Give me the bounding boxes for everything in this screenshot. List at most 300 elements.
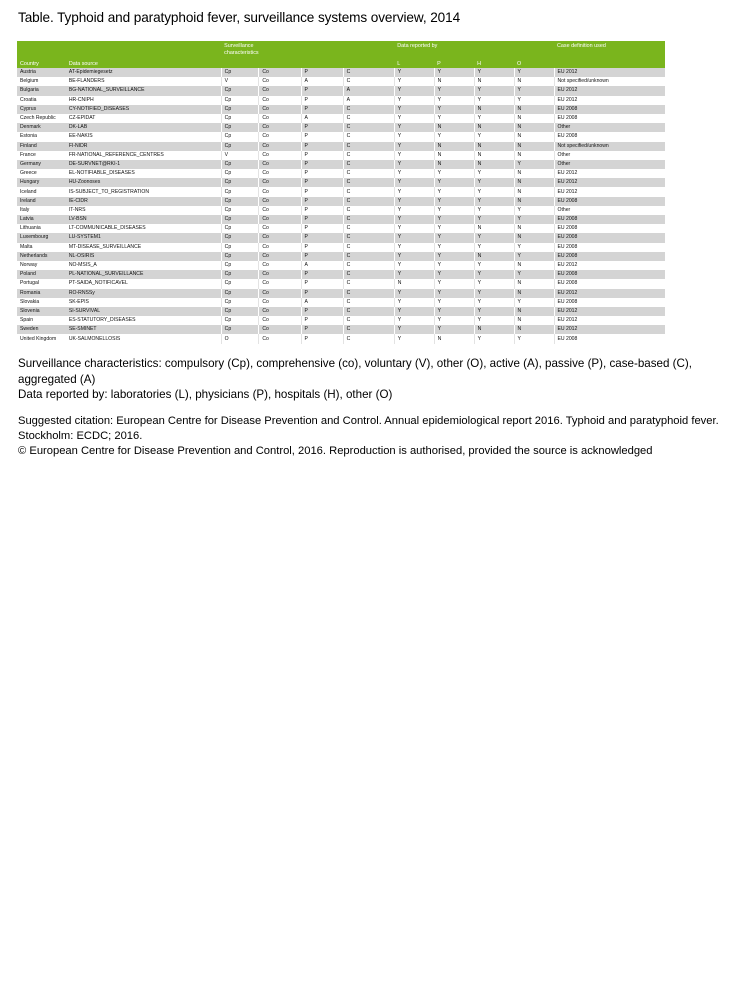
cell-surveillance-coverage: Co [259,298,301,307]
cell-data-source: NL-OSIRIS [66,252,221,261]
cell-reported-by-physicians: Y [434,224,474,233]
cell-surveillance-activity: P [301,132,343,141]
cell-surveillance-coverage: Co [259,178,301,187]
cell-reported-by-physicians: Y [434,187,474,196]
cell-reported-by-physicians: Y [434,178,474,187]
cell-surveillance-coverage: Co [259,243,301,252]
table-row [17,316,665,325]
cell-surveillance-datatype: C [343,316,394,325]
cell-reported-by-other: N [514,197,554,206]
cell-reported-by-physicians: Y [434,169,474,178]
cell-country: Norway [17,261,66,270]
cell-country: Croatia [17,96,66,105]
cell-reported-by-other: N [514,187,554,196]
cell-case-definition: EU 2008 [554,298,665,307]
cell-case-definition: EU 2012 [554,178,665,187]
cell-country: Malta [17,243,66,252]
cell-country: Netherlands [17,252,66,261]
cell-reported-by-laboratories: Y [394,68,434,77]
cell-country: Bulgaria [17,86,66,95]
cell-surveillance-activity: P [301,307,343,316]
cell-surveillance-coverage: Co [259,316,301,325]
cell-case-definition: EU 2008 [554,243,665,252]
cell-country: Sweden [17,325,66,334]
cell-country: Luxembourg [17,233,66,242]
cell-data-source: PT-SAIDA_NOTIFICAVEL [66,279,221,288]
cell-reported-by-hospitals: N [474,252,514,261]
cell-data-source: BG-NATIONAL_SURVEILLANCE [66,86,221,95]
cell-reported-by-hospitals: N [474,123,514,132]
cell-surveillance-compulsory: Cp [221,215,259,224]
cell-reported-by-other: Y [514,215,554,224]
cell-reported-by-laboratories: Y [394,151,434,160]
cell-reported-by-laboratories: Y [394,252,434,261]
cell-surveillance-activity: P [301,252,343,261]
cell-reported-by-other: N [514,142,554,151]
cell-surveillance-datatype: C [343,105,394,114]
cell-country: Iceland [17,187,66,196]
cell-data-source: HU-Zoonoses [66,178,221,187]
cell-country: Hungary [17,178,66,187]
cell-reported-by-physicians: Y [434,233,474,242]
cell-surveillance-compulsory: Cp [221,105,259,114]
cell-reported-by-other: N [514,261,554,270]
cell-surveillance-coverage: Co [259,334,301,343]
cell-data-source: IE-CIDR [66,197,221,206]
cell-country: Poland [17,270,66,279]
cell-reported-by-other: N [514,77,554,86]
cell-surveillance-coverage: Co [259,123,301,132]
cell-reported-by-physicians: N [434,334,474,343]
cell-reported-by-other: Y [514,334,554,343]
cell-surveillance-coverage: Co [259,233,301,242]
table-row [17,77,665,86]
cell-reported-by-laboratories: Y [394,142,434,151]
cell-reported-by-physicians: Y [434,243,474,252]
cell-reported-by-physicians: Y [434,298,474,307]
cell-surveillance-activity: P [301,325,343,334]
cell-reported-by-physicians: Y [434,252,474,261]
cell-reported-by-other: Y [514,86,554,95]
cell-reported-by-laboratories: Y [394,114,434,123]
cell-case-definition: EU 2008 [554,224,665,233]
cell-case-definition: EU 2012 [554,316,665,325]
cell-reported-by-laboratories: Y [394,289,434,298]
cell-reported-by-laboratories: Y [394,206,434,215]
cell-reported-by-laboratories: Y [394,132,434,141]
cell-case-definition: EU 2008 [554,334,665,343]
cell-data-source: LV-BSN [66,215,221,224]
cell-reported-by-laboratories: Y [394,334,434,343]
cell-reported-by-physicians: Y [434,325,474,334]
table-row [17,86,665,95]
cell-case-definition: Other [554,123,665,132]
cell-data-source: SE-SMINET [66,325,221,334]
surveillance-systems-table [17,41,665,344]
footnote-data-reported-by: Data reported by: laboratories (L), physicians (P), hospitals (H), other (O) [18,388,393,402]
table-row [17,114,665,123]
cell-reported-by-physicians: Y [434,215,474,224]
cell-data-source: UK-SALMONELLOSIS [66,334,221,343]
cell-data-source: IT-NRS [66,206,221,215]
cell-reported-by-physicians: Y [434,307,474,316]
cell-case-definition: EU 2008 [554,252,665,261]
cell-surveillance-datatype: C [343,169,394,178]
table-row [17,252,665,261]
cell-surveillance-activity: P [301,86,343,95]
cell-surveillance-activity: P [301,142,343,151]
cell-surveillance-datatype: C [343,334,394,343]
cell-surveillance-activity: A [301,261,343,270]
cell-country: Slovenia [17,307,66,316]
cell-country: Italy [17,206,66,215]
cell-surveillance-coverage: Co [259,169,301,178]
cell-country: United Kingdom [17,334,66,343]
cell-case-definition: EU 2008 [554,279,665,288]
cell-case-definition: EU 2012 [554,289,665,298]
cell-surveillance-datatype: C [343,270,394,279]
cell-country: Lithuania [17,224,66,233]
cell-reported-by-physicians: Y [434,114,474,123]
cell-data-source: DK-LAB [66,123,221,132]
cell-surveillance-datatype: C [343,298,394,307]
cell-surveillance-datatype: C [343,197,394,206]
table-row [17,206,665,215]
table-row [17,215,665,224]
cell-data-source: PL-NATIONAL_SURVEILLANCE [66,270,221,279]
cell-country: Greece [17,169,66,178]
footnote-surveillance-characteristics: Surveillance characteristics: compulsory (Cp), comprehensive (co), voluntary (V), other (O), active (A), passive (P), case-based (C), aggregated (A) [18,357,692,386]
cell-reported-by-physicians: Y [434,105,474,114]
cell-surveillance-datatype: C [343,233,394,242]
cell-surveillance-datatype: C [343,132,394,141]
cell-country: Romania [17,289,66,298]
cell-case-definition: Other [554,206,665,215]
cell-reported-by-physicians: N [434,123,474,132]
table-row [17,334,665,343]
table-row [17,187,665,196]
cell-surveillance-coverage: Co [259,187,301,196]
cell-reported-by-laboratories: Y [394,105,434,114]
cell-surveillance-datatype: C [343,289,394,298]
cell-reported-by-hospitals: Y [474,178,514,187]
cell-surveillance-datatype: A [343,96,394,105]
cell-reported-by-hospitals: Y [474,68,514,77]
cell-surveillance-coverage: Co [259,252,301,261]
cell-case-definition: Not specified/unknown [554,142,665,151]
cell-surveillance-activity: P [301,316,343,325]
cell-surveillance-datatype: C [343,243,394,252]
cell-surveillance-coverage: Co [259,86,301,95]
cell-surveillance-datatype: C [343,160,394,169]
column-header-case-definition [554,57,665,68]
cell-surveillance-activity: P [301,151,343,160]
cell-reported-by-hospitals: Y [474,169,514,178]
cell-surveillance-coverage: Co [259,96,301,105]
cell-reported-by-other: Y [514,252,554,261]
table-column-header-row [17,57,665,68]
cell-surveillance-datatype: C [343,261,394,270]
cell-reported-by-other: N [514,325,554,334]
cell-surveillance-coverage: Co [259,114,301,123]
cell-reported-by-hospitals: Y [474,243,514,252]
cell-surveillance-coverage: Co [259,224,301,233]
cell-case-definition: EU 2008 [554,105,665,114]
column-header-data-source: Data source [66,57,221,68]
cell-reported-by-other: N [514,233,554,242]
cell-reported-by-other: N [514,224,554,233]
page-title: Table. Typhoid and paratyphoid fever, surveillance systems overview, 2014 [18,10,461,25]
cell-surveillance-activity: P [301,105,343,114]
cell-surveillance-activity: P [301,289,343,298]
cell-reported-by-hospitals: Y [474,270,514,279]
cell-case-definition: EU 2008 [554,132,665,141]
cell-surveillance-datatype: C [343,206,394,215]
cell-case-definition: EU 2008 [554,197,665,206]
cell-reported-by-physicians: N [434,142,474,151]
table-row [17,261,665,270]
cell-surveillance-datatype: A [343,86,394,95]
cell-data-source: FR-NATIONAL_REFERENCE_CENTRES [66,151,221,160]
cell-surveillance-compulsory: Cp [221,289,259,298]
cell-data-source: ES-STATUTORY_DISEASES [66,316,221,325]
group-header-data-reported-by: Data reported by [394,41,554,57]
cell-surveillance-compulsory: Cp [221,178,259,187]
cell-surveillance-datatype: C [343,187,394,196]
cell-reported-by-physicians: Y [434,197,474,206]
table-row [17,178,665,187]
cell-surveillance-compulsory: Cp [221,325,259,334]
cell-case-definition: EU 2008 [554,270,665,279]
cell-reported-by-laboratories: Y [394,215,434,224]
cell-surveillance-compulsory: Cp [221,261,259,270]
cell-reported-by-laboratories: Y [394,178,434,187]
table-row [17,279,665,288]
cell-reported-by-other: N [514,307,554,316]
cell-country: Finland [17,142,66,151]
cell-surveillance-compulsory: Cp [221,206,259,215]
cell-reported-by-other: N [514,316,554,325]
cell-reported-by-other: Y [514,96,554,105]
table-head [17,41,665,68]
cell-surveillance-activity: P [301,178,343,187]
cell-case-definition: EU 2012 [554,169,665,178]
cell-reported-by-other: N [514,114,554,123]
cell-reported-by-laboratories: Y [394,187,434,196]
cell-data-source: LU-SYSTEM1 [66,233,221,242]
cell-data-source: EE-NAKIS [66,132,221,141]
table-footnotes [18,356,728,403]
cell-surveillance-coverage: Co [259,279,301,288]
cell-reported-by-hospitals: Y [474,307,514,316]
cell-surveillance-activity: P [301,197,343,206]
cell-reported-by-physicians: Y [434,261,474,270]
column-header-reported-by-hospitals: H [474,57,514,68]
cell-data-source: AT-Epidemiegesetz [66,68,221,77]
cell-surveillance-datatype: C [343,252,394,261]
table-row [17,123,665,132]
column-header-sc4 [343,57,394,68]
suggested-citation: Suggested citation: European Centre for Disease Prevention and Control. Annual epidemiological report 2016. Typhoid and paratyphoid fever. Stockholm: ECDC; 2016. [18,415,719,443]
cell-surveillance-activity: P [301,215,343,224]
table-row [17,243,665,252]
cell-case-definition: EU 2012 [554,96,665,105]
column-header-sc3 [301,57,343,68]
cell-surveillance-activity: P [301,123,343,132]
cell-surveillance-coverage: Co [259,160,301,169]
cell-surveillance-datatype: C [343,142,394,151]
cell-reported-by-physicians: Y [434,132,474,141]
cell-surveillance-coverage: Co [259,68,301,77]
cell-surveillance-compulsory: Cp [221,279,259,288]
cell-country: Portugal [17,279,66,288]
cell-reported-by-other: Y [514,160,554,169]
cell-surveillance-activity: P [301,68,343,77]
cell-surveillance-activity: P [301,334,343,343]
cell-data-source: RO-RNSSy [66,289,221,298]
cell-country: France [17,151,66,160]
cell-surveillance-compulsory: Cp [221,233,259,242]
cell-surveillance-activity: P [301,243,343,252]
cell-reported-by-laboratories: Y [394,77,434,86]
table-row [17,298,665,307]
cell-surveillance-compulsory: Cp [221,197,259,206]
cell-data-source: NO-MSIS_A [66,261,221,270]
cell-reported-by-other: N [514,279,554,288]
cell-surveillance-datatype: C [343,114,394,123]
cell-reported-by-hospitals: Y [474,187,514,196]
cell-surveillance-datatype: C [343,68,394,77]
cell-country: Cyprus [17,105,66,114]
cell-reported-by-other: N [514,151,554,160]
cell-reported-by-hospitals: Y [474,132,514,141]
cell-surveillance-compulsory: Cp [221,243,259,252]
cell-reported-by-other: N [514,178,554,187]
cell-reported-by-hospitals: Y [474,316,514,325]
cell-surveillance-coverage: Co [259,197,301,206]
cell-reported-by-physicians: Y [434,68,474,77]
cell-surveillance-datatype: C [343,178,394,187]
cell-data-source: FI-NIDR [66,142,221,151]
group-header-surveillance [221,41,394,57]
group-header-blank-country [17,41,66,57]
cell-reported-by-other: N [514,132,554,141]
cell-data-source: SI-SURVIVAL [66,307,221,316]
cell-data-source: HR-CNIPH [66,96,221,105]
cell-surveillance-compulsory: Cp [221,169,259,178]
cell-surveillance-activity: P [301,233,343,242]
cell-reported-by-laboratories: Y [394,86,434,95]
column-header-sc1 [221,57,259,68]
cell-country: Czech Republic [17,114,66,123]
table-row [17,132,665,141]
table-row [17,151,665,160]
cell-case-definition: EU 2012 [554,261,665,270]
cell-country: Belgium [17,77,66,86]
cell-surveillance-compulsory: Cp [221,187,259,196]
surveillance-table-wrapper [17,41,665,344]
cell-reported-by-hospitals: N [474,105,514,114]
group-header-case-definition: Case definition used [554,41,665,57]
column-header-reported-by-laboratories: L [394,57,434,68]
cell-reported-by-hospitals: N [474,325,514,334]
cell-surveillance-compulsory: Cp [221,298,259,307]
cell-reported-by-laboratories: Y [394,298,434,307]
cell-reported-by-hospitals: Y [474,233,514,242]
column-header-country: Country [17,57,66,68]
cell-reported-by-other: Y [514,206,554,215]
cell-reported-by-hospitals: N [474,151,514,160]
cell-case-definition: EU 2008 [554,215,665,224]
cell-surveillance-activity: P [301,279,343,288]
cell-reported-by-hospitals: Y [474,261,514,270]
cell-surveillance-compulsory: Cp [221,123,259,132]
cell-country: Austria [17,68,66,77]
cell-surveillance-compulsory: V [221,151,259,160]
cell-reported-by-hospitals: N [474,77,514,86]
cell-reported-by-physicians: N [434,151,474,160]
table-body [17,68,665,344]
group-header-surveillance-line2: characteristics [224,49,259,56]
cell-surveillance-compulsory: Cp [221,114,259,123]
cell-surveillance-datatype: C [343,325,394,334]
cell-surveillance-compulsory: O [221,334,259,343]
cell-reported-by-hospitals: Y [474,289,514,298]
cell-case-definition: Other [554,160,665,169]
table-row [17,270,665,279]
cell-reported-by-physicians: N [434,77,474,86]
cell-surveillance-coverage: Co [259,142,301,151]
cell-data-source: SK-EPIS [66,298,221,307]
cell-surveillance-activity: P [301,206,343,215]
cell-reported-by-hospitals: Y [474,215,514,224]
cell-case-definition: EU 2012 [554,307,665,316]
cell-surveillance-compulsory: Cp [221,307,259,316]
table-row [17,224,665,233]
copyright-notice: © European Centre for Disease Prevention and Control, 2016. Reproduction is authorised, provided the source is acknowledged [18,445,653,458]
cell-data-source: CZ-EPIDAT [66,114,221,123]
column-header-reported-by-other: O [514,57,554,68]
table-group-header-row [17,41,665,57]
cell-reported-by-laboratories: Y [394,197,434,206]
cell-surveillance-activity: P [301,224,343,233]
cell-data-source: LT-COMMUNICABLE_DISEASES [66,224,221,233]
cell-data-source: EL-NOTIFIABLE_DISEASES [66,169,221,178]
cell-surveillance-compulsory: Cp [221,270,259,279]
cell-surveillance-activity: P [301,160,343,169]
cell-reported-by-hospitals: N [474,224,514,233]
cell-surveillance-coverage: Co [259,215,301,224]
cell-reported-by-laboratories: Y [394,224,434,233]
table-row [17,289,665,298]
cell-surveillance-compulsory: Cp [221,142,259,151]
cell-country: Denmark [17,123,66,132]
cell-surveillance-activity: P [301,270,343,279]
cell-case-definition: EU 2012 [554,187,665,196]
column-header-sc2 [259,57,301,68]
cell-surveillance-activity: P [301,169,343,178]
cell-country: Slovakia [17,298,66,307]
cell-surveillance-datatype: C [343,151,394,160]
cell-surveillance-compulsory: Cp [221,224,259,233]
cell-reported-by-physicians: Y [434,270,474,279]
group-header-surveillance-line1: Surveillance [224,43,254,49]
cell-country: Estonia [17,132,66,141]
cell-surveillance-activity: A [301,77,343,86]
cell-country: Spain [17,316,66,325]
cell-surveillance-coverage: Co [259,307,301,316]
cell-surveillance-datatype: C [343,123,394,132]
